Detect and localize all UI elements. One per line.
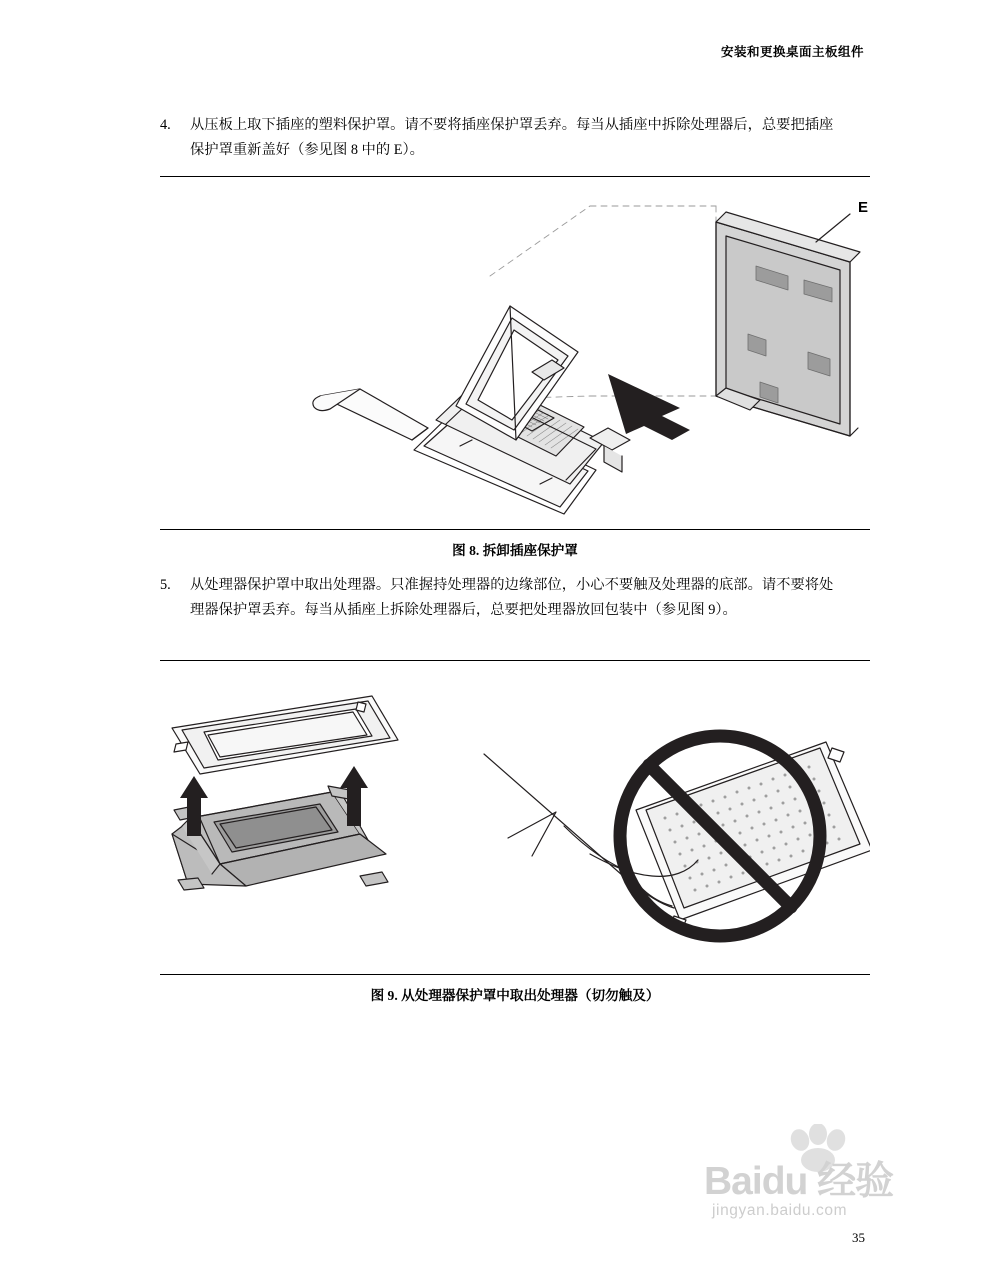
step-number: 5. [160, 577, 171, 593]
processor-removal-illustration [160, 668, 870, 968]
figure-9-artwork [160, 668, 870, 968]
watermark [690, 1124, 940, 1234]
figure-9-caption [160, 984, 870, 1004]
step-item-5 [160, 573, 845, 623]
socket-cover-removal-illustration [160, 184, 870, 524]
figure-8-top-rule [160, 176, 870, 177]
step-number: 4. [160, 117, 171, 133]
figure-8-caption [160, 539, 870, 559]
figure-8-callout-e: E [858, 199, 869, 216]
figure-8-bottom-rule [160, 529, 870, 530]
watermark-url: jingyan.baidu.com [712, 1202, 848, 1219]
figure-9-bottom-rule [160, 974, 870, 975]
step-text: 从处理器保护罩中取出处理器。只准握持处理器的边缘部位，小心不要触及处理器的底部。请不要将处理器保护罩丢弃。每当从插座上拆除处理器后，总要把处理器放回包装中（参见图 9）。 [190, 577, 834, 618]
figure-9-label: 图 9. [370, 988, 398, 1003]
step-item-4 [160, 113, 845, 163]
running-header: 安装和更换桌面主板组件 [720, 45, 864, 59]
step-text: 从压板上取下插座的塑料保护罩。请不要将插座保护罩丢弃。每当从插座中拆除处理器后，总要把插座保护罩重新盖好（参见图 8 中的 E）。 [190, 117, 834, 158]
figure-9-top-rule [160, 660, 870, 661]
figure-8-caption-text: 拆卸插座保护罩 [482, 543, 578, 558]
page-number: 35 [852, 1230, 865, 1245]
figure-9-caption-text: 从处理器保护罩中取出处理器（切勿触及） [401, 988, 660, 1003]
figure-8-artwork [160, 184, 870, 524]
watermark-brand: Baidu 经验 [704, 1160, 894, 1203]
figure-8-label: 图 8. [452, 543, 480, 558]
